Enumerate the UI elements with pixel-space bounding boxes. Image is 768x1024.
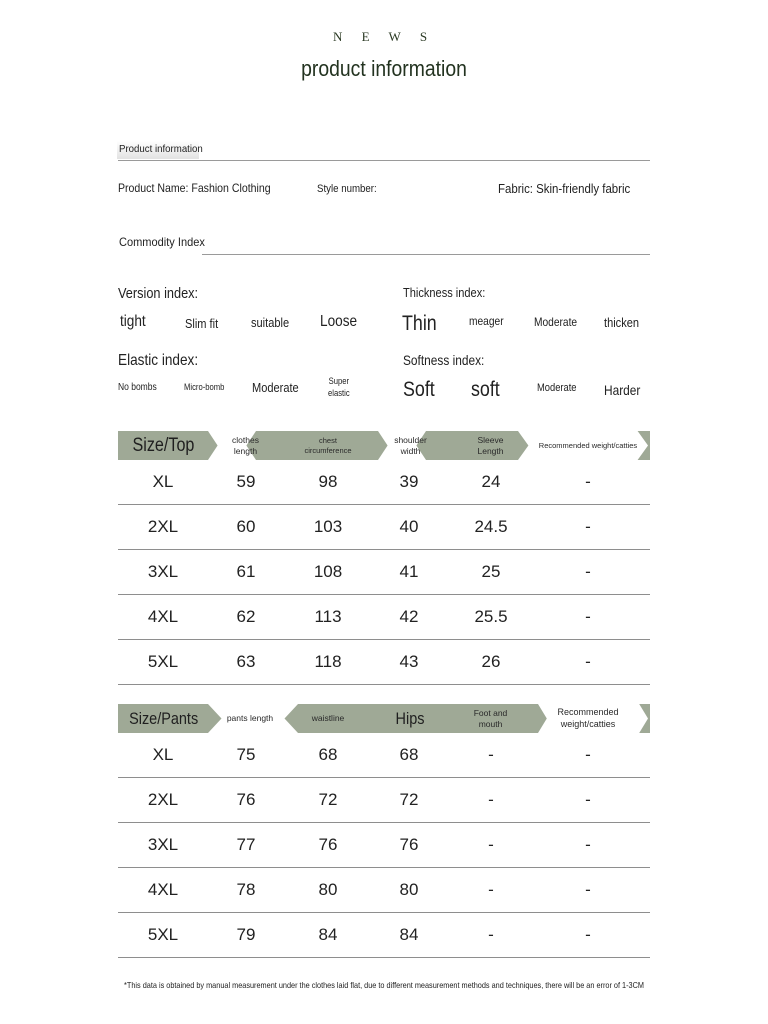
value-cell: 72 — [399, 790, 419, 809]
value-cell: 80 — [399, 880, 419, 899]
product-information-divider — [118, 160, 650, 161]
top-table-row — [118, 460, 650, 505]
value-cell: - — [488, 835, 494, 854]
value-cell: - — [585, 607, 591, 626]
size-cell: XL — [152, 745, 174, 764]
size-cell: 5XL — [147, 652, 179, 671]
column-header: pants length — [226, 713, 274, 724]
value-cell: - — [488, 790, 494, 809]
top-table-row — [118, 550, 650, 595]
value-cell: - — [585, 790, 591, 809]
pants-table-row — [118, 823, 650, 868]
thickness-option: thicken — [604, 315, 640, 330]
softness-option: Moderate — [537, 382, 577, 394]
thickness-option: meager — [469, 314, 504, 328]
value-cell: 108 — [313, 562, 343, 581]
value-cell: 60 — [236, 517, 256, 536]
product-information-label: Product information — [119, 143, 203, 155]
value-cell: 76 — [318, 835, 338, 854]
value-cell: - — [488, 745, 494, 764]
elastic-option: Super elastic — [328, 376, 350, 398]
value-cell: 76 — [236, 790, 256, 809]
value-cell: - — [585, 880, 591, 899]
commodity-index-divider — [202, 254, 650, 255]
size-cell: 2XL — [147, 517, 179, 536]
version-index-title: Version index: — [118, 285, 199, 302]
value-cell: 25 — [481, 562, 501, 581]
column-header: Hips — [395, 708, 425, 728]
version-option: tight — [120, 313, 146, 330]
value-cell: 113 — [314, 607, 342, 626]
value-cell: 39 — [399, 472, 419, 491]
softness-option: Harder — [604, 382, 641, 398]
value-cell: 24.5 — [474, 517, 508, 536]
softness-index-title: Softness index: — [403, 352, 485, 368]
value-cell: - — [585, 925, 591, 944]
version-option: suitable — [251, 315, 290, 330]
value-cell: 72 — [318, 790, 338, 809]
top-table-row — [118, 505, 650, 550]
column-header: clothes length — [232, 434, 259, 456]
size-cell: 4XL — [147, 880, 179, 899]
value-cell: 24 — [481, 472, 501, 491]
value-cell: 103 — [313, 517, 343, 536]
pants-table-row — [118, 733, 650, 778]
thickness-index-title: Thickness index: — [403, 285, 486, 300]
thickness-option: Moderate — [534, 315, 578, 329]
value-cell: 63 — [236, 652, 256, 671]
value-cell: 77 — [236, 835, 256, 854]
softness-option: Soft — [403, 378, 435, 401]
value-cell: 41 — [399, 562, 419, 581]
product-name: Product Name: Fashion Clothing — [118, 181, 271, 195]
top-table-title: Size/Top — [132, 434, 194, 456]
column-header: Foot and mouth — [473, 707, 508, 729]
column-header: Recommended weight/catties — [557, 707, 619, 729]
value-cell: - — [585, 835, 591, 854]
value-cell: 84 — [399, 925, 419, 944]
value-cell: - — [488, 925, 494, 944]
value-cell: 26 — [481, 652, 501, 671]
fabric: Fabric: Skin-friendly fabric — [498, 181, 631, 196]
value-cell: 80 — [318, 880, 338, 899]
value-cell: - — [585, 745, 591, 764]
news-eyebrow: N E W S — [332, 29, 436, 44]
size-cell: 4XL — [147, 607, 179, 626]
elastic-index-title: Elastic index: — [118, 352, 199, 369]
version-option: Loose — [320, 313, 358, 330]
value-cell: 40 — [399, 517, 419, 536]
column-header: waistline — [311, 713, 345, 724]
top-table-row — [118, 640, 650, 685]
pants-table-row — [118, 868, 650, 913]
value-cell: 75 — [236, 745, 256, 764]
value-cell: 98 — [318, 472, 338, 491]
size-cell: 5XL — [147, 925, 179, 944]
pants-table-title: Size/Pants — [129, 708, 199, 728]
column-header: Recommended weight/catties — [538, 440, 638, 450]
value-cell: 42 — [399, 607, 419, 626]
value-cell: 59 — [236, 472, 256, 491]
value-cell: - — [585, 562, 591, 581]
measurement-footnote: *This data is obtained by manual measurement under the clothes laid flat, due to different measurement methods and techniques, there will be an error of 1-3CM — [124, 980, 644, 990]
value-cell: 68 — [318, 745, 338, 764]
page-title: product information — [301, 56, 467, 81]
value-cell: 118 — [314, 652, 342, 671]
value-cell: 78 — [236, 880, 256, 899]
elastic-option: Micro-bomb — [184, 382, 225, 392]
pants-table-header — [118, 704, 650, 733]
column-header: Sleeve Length — [477, 434, 504, 456]
value-cell: 68 — [399, 745, 419, 764]
value-cell: 62 — [236, 607, 256, 626]
top-table-row — [118, 595, 650, 640]
thickness-option: Thin — [402, 312, 437, 335]
size-cell: 2XL — [147, 790, 179, 809]
softness-option: soft — [471, 378, 500, 401]
elastic-option: No bombs — [118, 382, 157, 393]
pants-table-row — [118, 778, 650, 823]
top-table-header — [118, 431, 650, 460]
style-number: Style number: — [317, 183, 377, 195]
column-header: shoulder width — [394, 434, 427, 456]
value-cell: - — [488, 880, 494, 899]
size-cell: 3XL — [147, 835, 179, 854]
value-cell: 76 — [399, 835, 419, 854]
column-header: chest circumference — [304, 436, 352, 455]
commodity-index-label: Commodity Index — [119, 235, 205, 249]
value-cell: - — [585, 472, 591, 491]
version-option: Slim fit — [185, 316, 219, 331]
pants-table-row — [118, 913, 650, 958]
value-cell: 25.5 — [474, 607, 508, 626]
value-cell: 61 — [236, 562, 256, 581]
value-cell: - — [585, 652, 591, 671]
value-cell: - — [585, 517, 591, 536]
elastic-option: Moderate — [252, 380, 299, 395]
size-cell: 3XL — [147, 562, 179, 581]
value-cell: 79 — [236, 925, 256, 944]
value-cell: 43 — [399, 652, 419, 671]
size-cell: XL — [152, 472, 174, 491]
value-cell: 84 — [318, 925, 338, 944]
